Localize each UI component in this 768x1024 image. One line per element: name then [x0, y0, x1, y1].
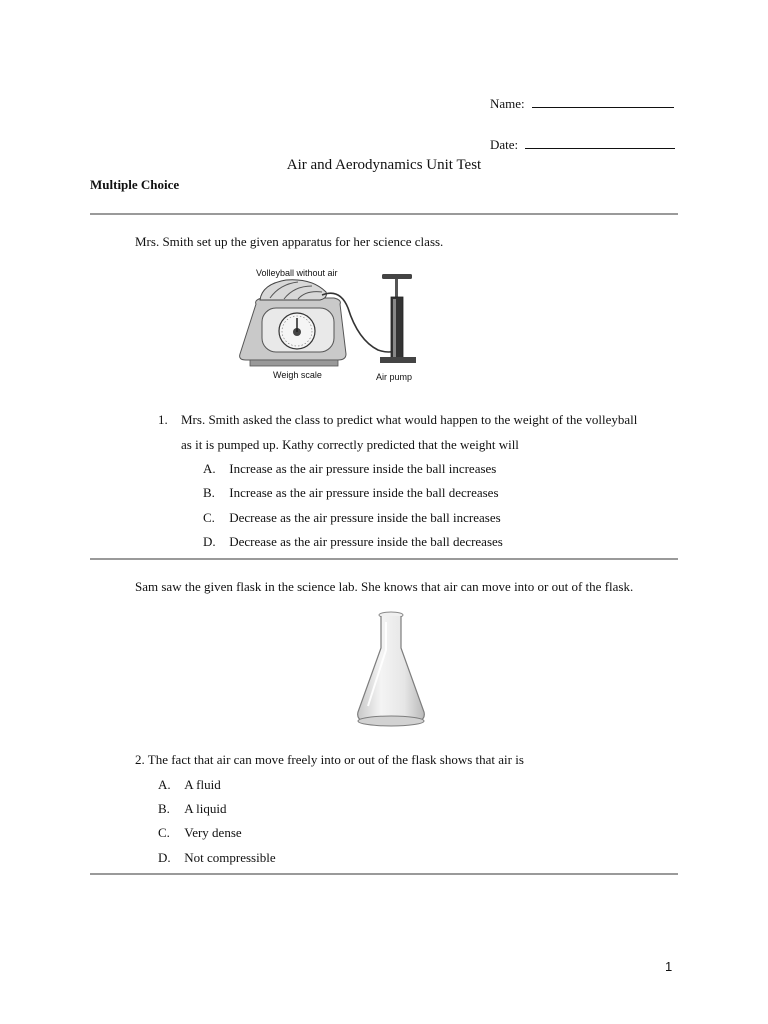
name-label: Name:	[490, 96, 525, 111]
option-letter: B.	[203, 485, 215, 500]
q2-option-d[interactable]	[158, 850, 276, 866]
q1-option-d[interactable]	[203, 534, 503, 550]
divider	[90, 873, 678, 875]
option-letter: D.	[158, 850, 171, 865]
option-letter: A.	[203, 461, 216, 476]
q1-stem-line1: Mrs. Smith asked the class to predict what would happen to the weight of the volleyball	[181, 412, 638, 427]
label-weigh-scale: Weigh scale	[273, 370, 322, 380]
option-letter: D.	[203, 534, 216, 549]
option-text: A liquid	[184, 801, 227, 816]
page-title: Air and Aerodynamics Unit Test	[286, 157, 482, 173]
flask-drawing	[350, 608, 434, 732]
option-letter: C.	[158, 825, 170, 840]
date-label: Date:	[490, 137, 519, 152]
q1-option-b[interactable]	[203, 485, 499, 501]
apparatus-figure	[236, 262, 432, 389]
label-volleyball: Volleyball without air	[256, 268, 338, 278]
option-text: Very dense	[184, 825, 242, 840]
q2-intro: Sam saw the given flask in the science lab. She knows that air can move into or out of the flask.	[135, 579, 634, 594]
option-text: Increase as the air pressure inside the ball decreases	[229, 485, 499, 500]
date-line[interactable]	[525, 136, 675, 149]
q2-stem: 2. The fact that air can move freely into or out of the flask shows that air is	[135, 752, 524, 767]
q1-number: 1.	[158, 412, 168, 427]
name-line[interactable]	[532, 95, 674, 108]
q1-option-c[interactable]	[203, 510, 501, 526]
name-field[interactable]	[490, 95, 674, 112]
apparatus-drawing	[236, 262, 432, 389]
divider	[90, 558, 678, 560]
q2-option-c[interactable]	[158, 825, 242, 841]
option-text: Decrease as the air pressure inside the ball decreases	[229, 534, 503, 549]
q2-option-a[interactable]	[158, 777, 221, 793]
page-number: 1	[665, 959, 673, 974]
q1-option-a[interactable]	[203, 461, 496, 477]
divider	[90, 213, 678, 215]
option-letter: A.	[158, 777, 171, 792]
option-letter: C.	[203, 510, 215, 525]
option-text: Increase as the air pressure inside the ball increases	[229, 461, 497, 476]
q1-intro: Mrs. Smith set up the given apparatus for her science class.	[135, 234, 444, 249]
option-text: Not compressible	[184, 850, 276, 865]
label-air-pump: Air pump	[376, 372, 413, 382]
option-letter: B.	[158, 801, 170, 816]
option-text: A fluid	[184, 777, 221, 792]
flask-figure	[350, 608, 434, 732]
q2-option-b[interactable]	[158, 801, 227, 817]
option-text: Decrease as the air pressure inside the ball increases	[229, 510, 501, 525]
date-field[interactable]	[490, 136, 675, 153]
q1-stem-line2: as it is pumped up. Kathy correctly predicted that the weight will	[181, 437, 519, 452]
section-heading: Multiple Choice	[90, 177, 180, 192]
